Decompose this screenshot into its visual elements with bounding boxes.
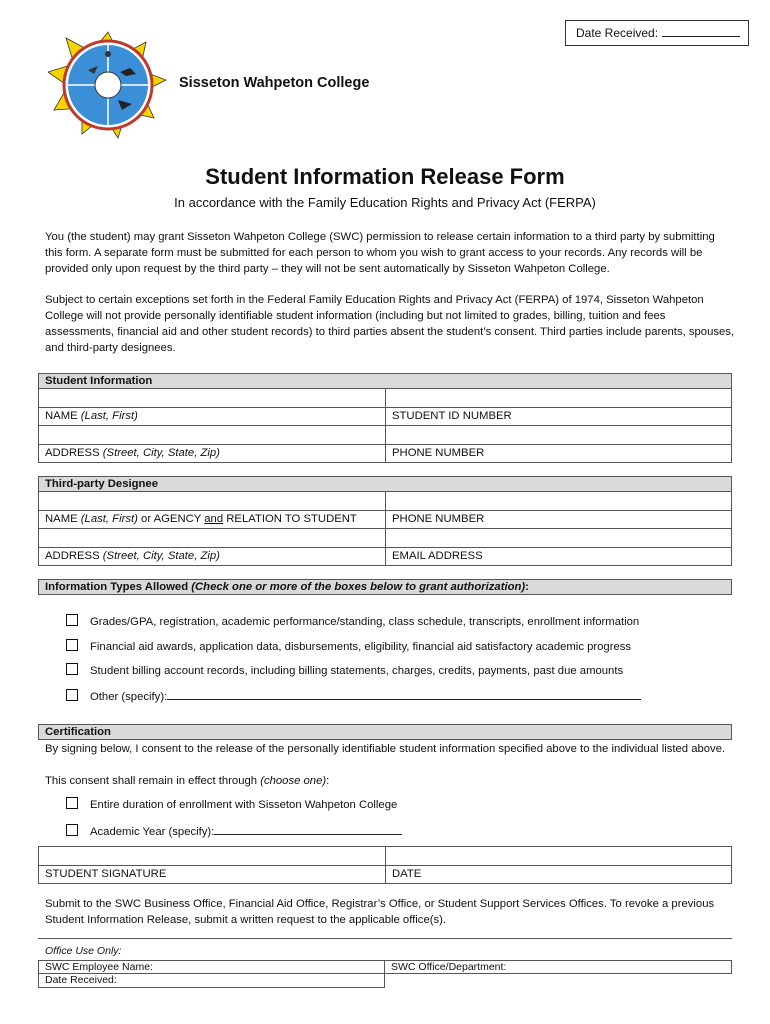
office-department-field[interactable]: SWC Office/Department: (385, 960, 732, 974)
office-use-divider (38, 938, 732, 939)
signature-date-label: DATE (392, 868, 422, 880)
employee-name-field[interactable]: SWC Employee Name: (38, 960, 385, 974)
college-logo (48, 30, 168, 140)
signature-table (38, 846, 732, 884)
academic-year-field[interactable] (214, 822, 402, 835)
student-phone-label: PHONE NUMBER (392, 447, 485, 459)
intro-paragraph-1: You (the student) may grant Sisseton Wahpeton College (SWC) permission to release certain information to a third party by submitting this form. A separate form must be submitted for each person to whom you wish to grant access to your records. Any records will be provided only upon request by the third party – they will not be sent automatically by Sisseton Wahpeton College. (45, 231, 715, 275)
third-party-email-label: EMAIL ADDRESS (392, 550, 483, 562)
third-party-name-label-row (39, 510, 731, 528)
certification-text: By signing below, I consent to the release of the personally identifiable student information specified above to the individual listed above. (45, 743, 726, 755)
student-info-table (38, 389, 732, 463)
third-party-address-input[interactable] (39, 529, 386, 547)
signature-date-input[interactable] (386, 847, 731, 865)
student-address-label-row (39, 444, 731, 462)
third-party-address-label: ADDRESS (Street, City, State, Zip) (39, 548, 386, 565)
other-specify-field[interactable] (167, 687, 641, 700)
signature-entry-row (39, 847, 731, 865)
student-name-entry-row (39, 389, 731, 407)
info-type-option-financial-aid[interactable]: Financial aid awards, application data, disbursements, eligibility, financial aid satisfactory academic progress (66, 639, 631, 655)
student-address-label: ADDRESS (Street, City, State, Zip) (39, 445, 386, 462)
office-use-heading: Office Use Only: (45, 945, 122, 957)
third-party-address-entry-row (39, 528, 731, 547)
info-type-option-billing[interactable]: Student billing account records, including billing statements, charges, credits, payments, past due amounts (66, 663, 623, 679)
info-types-heading: Information Types Allowed (Check one or more of the boxes below to grant authorization): (38, 579, 732, 595)
date-received-label: Date Received: (576, 26, 659, 40)
info-type-option-grades[interactable]: Grades/GPA, registration, academic performance/standing, class schedule, transcripts, enrollment information (66, 614, 639, 630)
checkbox-enrollment[interactable] (66, 797, 78, 809)
student-name-label: NAME (Last, First) (39, 408, 386, 425)
date-received-box (565, 20, 749, 46)
student-address-input[interactable] (39, 426, 386, 444)
signature-label-row (39, 865, 731, 883)
duration-option-academic-year[interactable]: Academic Year (specify): (66, 822, 402, 838)
signature-input[interactable] (39, 847, 386, 865)
student-id-label: STUDENT ID NUMBER (392, 410, 512, 422)
intro-paragraph-2: Subject to certain exceptions set forth in the Federal Family Education Rights and Privacy Act (FERPA) of 1974, Sisseton Wahpeton College will not provide personally identifiable student information (including but not limited to grades, billing, tuition and fees assessments, financial aid and other student records) to third parties absent the student’s consent. Third parties include parents, spouses, and third-party designees. (45, 294, 735, 354)
student-phone-input[interactable] (386, 426, 731, 444)
form-title: Student Information Release Form (205, 164, 565, 189)
checkbox-other[interactable] (66, 689, 78, 701)
checkbox-grades[interactable] (66, 614, 78, 626)
student-info-heading: Student Information (38, 373, 732, 389)
third-party-name-input[interactable] (39, 492, 386, 510)
checkbox-academic-year[interactable] (66, 824, 78, 836)
office-use-table (38, 960, 732, 988)
submit-instructions: Submit to the SWC Business Office, Financial Aid Office, Registrar’s Office, or Student Support Services Offices. To revoke a previous Student Information Release, submit a written request to the applicable office(s). (45, 898, 715, 926)
date-received-field[interactable] (662, 24, 740, 37)
student-name-input[interactable] (39, 389, 386, 407)
signature-label: STUDENT SIGNATURE (39, 866, 386, 883)
third-party-name-label: NAME (Last, First) or AGENCY and RELATION TO STUDENT (39, 511, 386, 528)
office-use-row-2 (38, 974, 732, 988)
office-date-received-field[interactable]: Date Received: (38, 974, 385, 988)
duration-option-enrollment[interactable]: Entire duration of enrollment with Sisseton Wahpeton College (66, 797, 397, 813)
third-party-address-label-row (39, 547, 731, 565)
info-type-option-other[interactable]: Other (specify): (66, 687, 641, 703)
certification-heading: Certification (38, 724, 732, 740)
consent-duration-text: This consent shall remain in effect through (choose one): (45, 775, 330, 787)
office-use-row-1 (38, 960, 732, 974)
student-name-label-row (39, 407, 731, 425)
student-address-entry-row (39, 425, 731, 444)
third-party-name-entry-row (39, 492, 731, 510)
third-party-phone-label: PHONE NUMBER (392, 513, 485, 525)
checkbox-financial-aid[interactable] (66, 639, 78, 651)
student-id-input[interactable] (386, 389, 731, 407)
third-party-heading: Third-party Designee (38, 476, 732, 492)
form-subtitle: In accordance with the Family Education Rights and Privacy Act (FERPA) (174, 195, 596, 210)
college-name: Sisseton Wahpeton College (179, 75, 370, 91)
third-party-table (38, 492, 732, 566)
third-party-email-input[interactable] (386, 529, 731, 547)
third-party-phone-input[interactable] (386, 492, 731, 510)
checkbox-billing[interactable] (66, 663, 78, 675)
